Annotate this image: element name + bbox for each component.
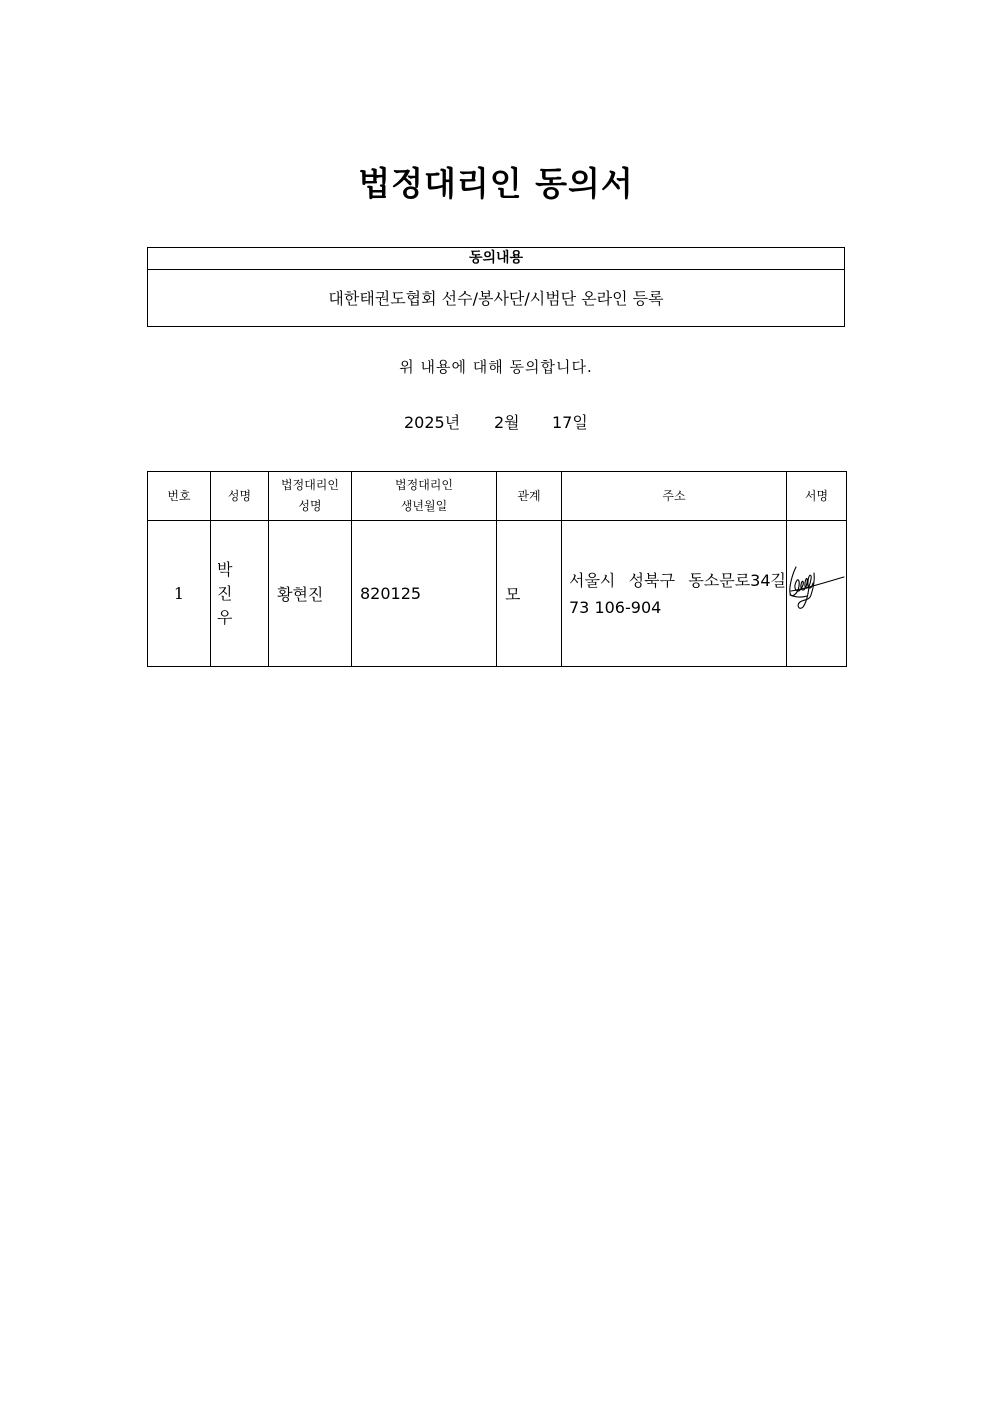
header-guardian-birth-line2: 생년월일 bbox=[400, 499, 448, 513]
header-name: 성명 bbox=[211, 472, 269, 521]
row-signature bbox=[787, 521, 847, 667]
agreement-statement: 위 내용에 대해 동의합니다. bbox=[399, 358, 593, 376]
date-month: 2월 bbox=[494, 413, 520, 432]
header-address: 주소 bbox=[562, 472, 787, 521]
row-address: 서울시 성북구 동소문로34길 73 106-904 bbox=[562, 521, 787, 667]
header-guardian-name-line1: 법정대리인 bbox=[281, 478, 339, 492]
header-guardian-birth bbox=[352, 472, 497, 521]
table-header-row bbox=[148, 472, 847, 521]
consent-header: 동의내용 bbox=[148, 248, 844, 270]
consent-content: 대한태권도협회 선수/봉사단/시범단 온라인 등록 bbox=[328, 289, 664, 308]
header-guardian-birth-line1: 법정대리인 bbox=[395, 478, 453, 492]
table-row bbox=[148, 521, 847, 667]
document-title: 법정대리인 동의서 bbox=[358, 164, 634, 203]
consent-box bbox=[147, 247, 845, 327]
header-guardian-name-line2: 성명 bbox=[298, 499, 322, 513]
row-guardian-birth: 820125 bbox=[352, 521, 497, 667]
row-no: 1 bbox=[148, 521, 211, 667]
row-name-line1: 박 진 bbox=[217, 559, 239, 603]
row-guardian-name: 황현진 bbox=[269, 521, 352, 667]
date-year: 2025년 bbox=[404, 413, 461, 432]
header-guardian-name bbox=[269, 472, 352, 521]
header-signature: 서명 bbox=[787, 472, 847, 521]
row-relation: 모 bbox=[497, 521, 562, 667]
header-no: 번호 bbox=[148, 472, 211, 521]
row-name bbox=[211, 521, 269, 667]
row-name-line2: 우 bbox=[217, 607, 239, 627]
header-relation: 관계 bbox=[497, 472, 562, 521]
signature-image bbox=[787, 561, 847, 621]
guardian-table bbox=[147, 471, 847, 667]
date-day: 17일 bbox=[552, 413, 588, 432]
